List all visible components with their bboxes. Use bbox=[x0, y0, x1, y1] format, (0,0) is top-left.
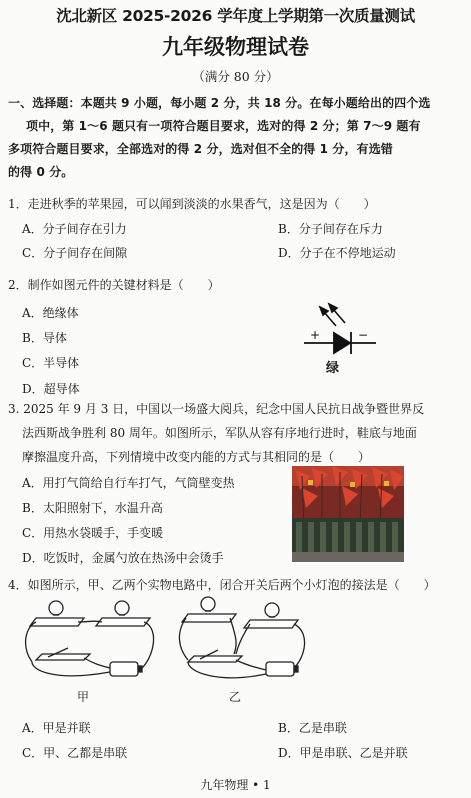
question-2-stem: 2．制作如图元件的关键材料是（ ） bbox=[8, 278, 220, 292]
question-2-option-a: A．绝缘体 bbox=[22, 306, 79, 320]
led-emission-arrows-icon bbox=[320, 304, 345, 326]
question-3-option-c: C．用热水袋暖手，手变暖 bbox=[22, 526, 164, 540]
led-plus-sign: + bbox=[310, 328, 321, 342]
question-2-option-d: D．超导体 bbox=[22, 382, 80, 396]
exam-title: 沈北新区 2025-2026 学年度上学期第一次质量测试 bbox=[56, 7, 415, 25]
circuit-jia-label: 甲 bbox=[77, 690, 90, 704]
led-minus-sign: − bbox=[358, 328, 369, 342]
question-3-stem-line: 摩擦温度升高，下列情境中改变内能的方式与其相同的是（ ） bbox=[22, 450, 371, 464]
question-4-option-d: D．甲是串联、乙是并联 bbox=[278, 746, 408, 760]
circuit-jia-figure bbox=[14, 598, 164, 690]
question-1-option-d: D．分子在不停地运动 bbox=[278, 246, 396, 260]
question-4-option-a: A．甲是并联 bbox=[22, 721, 91, 735]
full-score: （满分 80 分） bbox=[192, 69, 279, 84]
circuit-yi-label: 乙 bbox=[229, 690, 242, 704]
section-instructions-line: 的得 0 分。 bbox=[8, 165, 74, 179]
question-1-option-a: A．分子间存在引力 bbox=[22, 222, 127, 236]
section-instructions-line: 一、选择题：本题共 9 小题，每小题 2 分，共 18 分。在每小题给出的四个选 bbox=[8, 96, 431, 110]
question-3-stem-line: 3. 2025 年 9 月 3 日，中国以一场盛大阅兵，纪念中国人民抗日战争暨世界反 bbox=[8, 402, 425, 416]
military-parade-photo bbox=[292, 466, 404, 562]
question-4-option-c: C．甲、乙都是串联 bbox=[22, 746, 128, 760]
page-footer: 九年物理 • 1 bbox=[200, 778, 271, 792]
circuit-yi-figure bbox=[178, 596, 318, 690]
question-2-option-b: B．导体 bbox=[22, 331, 67, 345]
question-3-stem-line: 法西斯战争胜利 80 周年。如图所示，军队从容有序地行进时，鞋底与地面 bbox=[22, 426, 417, 440]
question-1-stem: 1．走进秋季的苹果园，可以闻到淡淡的水果香气，这是因为（ ） bbox=[8, 197, 376, 211]
section-instructions-line: 项中，第 1～6 题只有一项符合题目要求，选对的得 2 分；第 7～9 题有 bbox=[26, 119, 421, 133]
section-instructions-line: 多项符合题目要求，全部选对的得 2 分，选对但不全的得 1 分，有选错 bbox=[8, 142, 393, 156]
question-1-option-b: B．分子间存在斥力 bbox=[278, 222, 383, 236]
question-3-option-a: A．用打气筒给自行车打气，气筒壁变热 bbox=[22, 476, 235, 490]
question-3-option-b: B．太阳照射下，水温升高 bbox=[22, 501, 163, 515]
led-color-label: 绿 bbox=[326, 361, 340, 376]
question-4-option-b: B．乙是串联 bbox=[278, 721, 347, 735]
question-3-option-d: D．吃饭时，金属勺放在热汤中会烫手 bbox=[22, 551, 224, 565]
question-2-option-c: C．半导体 bbox=[22, 356, 80, 370]
question-4-stem: 4．如图所示，甲、乙两个实物电路中，闭合开关后两个小灯泡的接法是（ ） bbox=[8, 578, 436, 592]
led-symbol-figure bbox=[300, 296, 380, 376]
exam-subtitle: 九年级物理试卷 bbox=[162, 35, 309, 59]
question-1-option-c: C．分子间存在间隙 bbox=[22, 246, 128, 260]
